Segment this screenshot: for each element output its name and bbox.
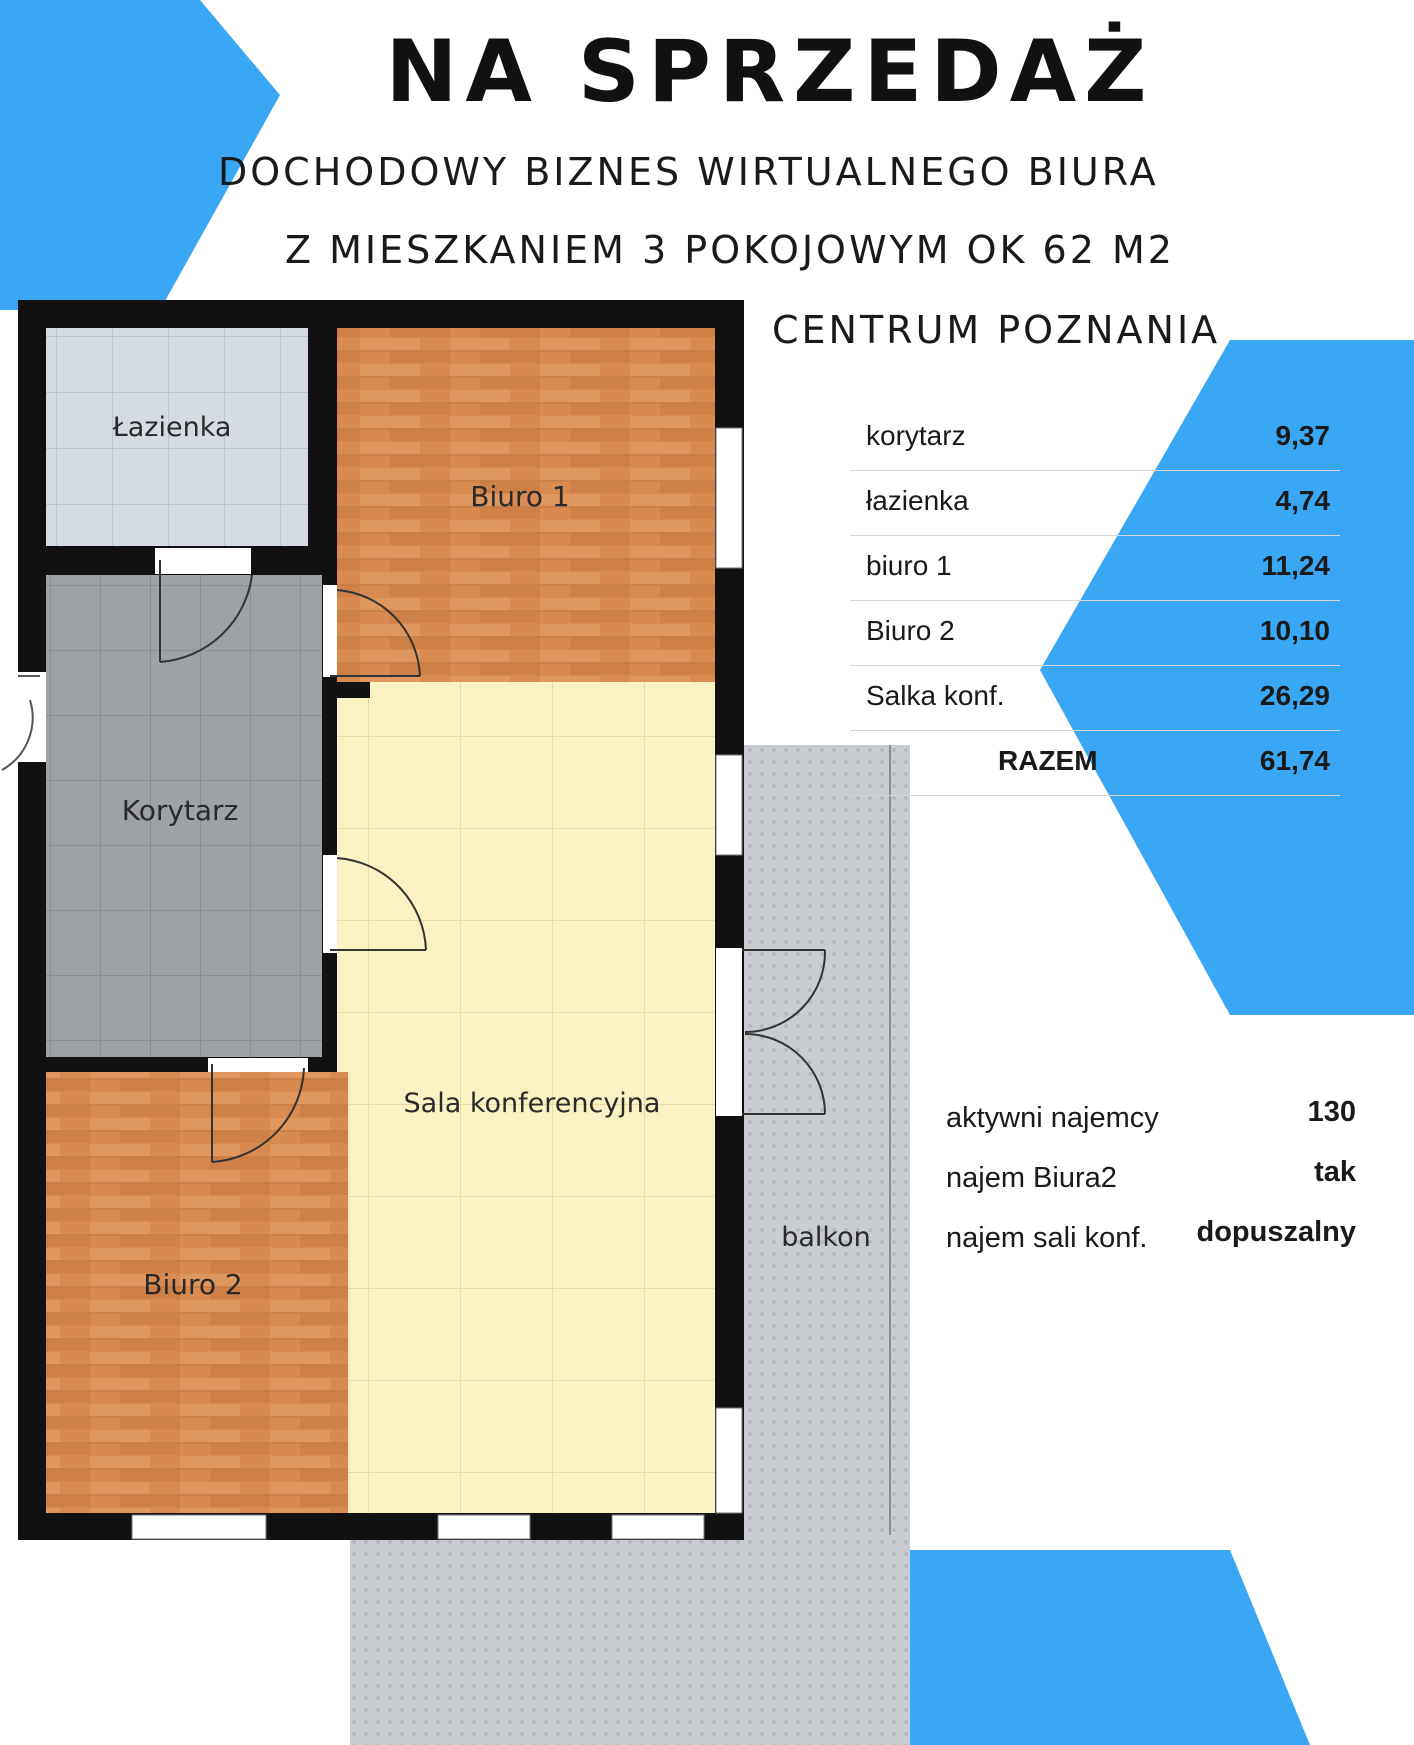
window [716, 1408, 742, 1513]
info-value: dopuszalny [1196, 1216, 1356, 1248]
table-row-total [850, 731, 1340, 796]
balcony-floor [740, 745, 910, 1545]
room-label-balcony: balkon [781, 1222, 871, 1253]
area-value-total: 61,74 [1259, 745, 1330, 776]
subtitle-line-2: Z MIESZKANIEM 3 POKOJOWYM OK 62 M2 [285, 228, 1175, 272]
table-row [850, 471, 1340, 536]
area-name: łazienka [866, 485, 969, 516]
room-label-office2: Biuro 2 [143, 1268, 243, 1301]
table-row [850, 536, 1340, 601]
room-label-conference: Sala konferencyjna [403, 1088, 661, 1119]
area-name-total: RAZEM [998, 745, 1098, 776]
area-table [850, 406, 1340, 796]
window [132, 1515, 266, 1539]
area-name: Salka konf. [866, 680, 1005, 711]
info-label: najem sali konf. [946, 1222, 1148, 1254]
info-value: tak [1314, 1156, 1356, 1188]
room-label-office1: Biuro 1 [470, 480, 570, 513]
info-label: aktywni najemcy [946, 1102, 1159, 1134]
door-entrance [2, 672, 46, 770]
window [438, 1515, 530, 1539]
area-value: 4,74 [1275, 485, 1330, 516]
area-name: biuro 1 [866, 550, 952, 581]
subtitle-line-3: CENTRUM POZNANIA [772, 308, 1221, 352]
room-label-corridor: Korytarz [121, 794, 239, 827]
list-item [946, 1090, 1356, 1150]
window [716, 755, 742, 855]
balcony-floor-bottom [350, 1535, 910, 1745]
list-item [946, 1210, 1356, 1270]
window [716, 428, 742, 568]
area-value: 26,29 [1259, 680, 1330, 711]
room-label-bathroom: Łazienka [112, 412, 232, 443]
subtitle-line-1: DOCHODOWY BIZNES WIRTUALNEGO BIURA [218, 150, 1159, 194]
area-name: Biuro 2 [866, 615, 955, 646]
area-value: 10,10 [1259, 615, 1330, 646]
window [612, 1515, 704, 1539]
info-label: najem Biura2 [946, 1162, 1117, 1194]
list-item [946, 1150, 1356, 1210]
area-value: 9,37 [1275, 420, 1330, 451]
conference-floor-upper [370, 682, 715, 702]
table-row [850, 406, 1340, 471]
table-row [850, 666, 1340, 731]
area-value: 11,24 [1261, 550, 1330, 581]
info-list [946, 1090, 1356, 1270]
table-row [850, 601, 1340, 666]
page-title: NA SPRZEDAŻ [385, 22, 1155, 122]
area-name: korytarz [866, 420, 966, 451]
info-value: 130 [1307, 1096, 1356, 1128]
